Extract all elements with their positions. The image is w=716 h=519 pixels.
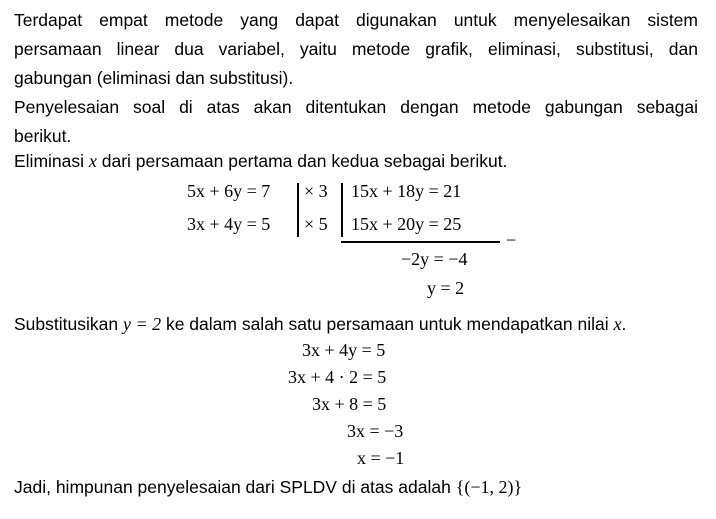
- equation-1: 5x + 6y = 7: [187, 181, 271, 201]
- difference-equation: −2y = −4: [401, 249, 468, 269]
- substitution-sentence: [14, 311, 626, 337]
- elimination-sentence: [14, 148, 507, 174]
- substitution-expr: y = 2: [122, 314, 162, 334]
- subtraction-line: [341, 241, 500, 243]
- conclusion-sentence: [14, 474, 522, 500]
- solution-set: {(−1, 2)}: [455, 477, 523, 497]
- substitution-var: x: [613, 314, 622, 334]
- substitution-end: .: [621, 314, 627, 334]
- elimination-var: x: [88, 151, 97, 171]
- multiplier-2: × 5: [304, 214, 328, 234]
- intro-line-3: gabungan (eliminasi dan substitusi).: [14, 68, 294, 88]
- multiplier-1: × 3: [304, 181, 328, 201]
- substitution-text-after: ke dalam salah satu persamaan untuk mendapatkan nilai: [161, 314, 614, 334]
- step-1: 3x + 4y = 5: [302, 340, 386, 360]
- step-2: 3x + 4 · 2 = 5: [288, 367, 387, 387]
- solution-y: y = 2: [427, 278, 465, 298]
- multiplier-bar-right: [341, 183, 343, 237]
- result-equation-1: 15x + 18y = 21: [351, 181, 462, 201]
- method-line-2: berikut.: [14, 126, 72, 146]
- step-5: x = −1: [357, 448, 405, 468]
- multiplier-bar-left: [297, 183, 299, 237]
- equation-2: 3x + 4y = 5: [187, 214, 271, 234]
- step-3: 3x + 8 = 5: [312, 394, 387, 414]
- elimination-text-after: dari persamaan pertama dan kedua sebagai berikut.: [96, 151, 508, 171]
- intro-line-2: persamaan linear dua variabel, yaitu metode grafik, eliminasi, substitusi, dan: [14, 39, 698, 59]
- step-4: 3x = −3: [347, 421, 404, 441]
- conclusion-text: Jadi, himpunan penyelesaian dari SPLDV di atas adalah: [14, 477, 456, 497]
- intro-line-1: Terdapat empat metode yang dapat digunakan untuk menyelesaikan sistem: [14, 10, 698, 30]
- substitution-text-before: Substitusikan: [14, 314, 123, 334]
- subtraction-operator: −: [506, 230, 517, 250]
- method-line-1: Penyelesaian soal di atas akan ditentukan dengan metode gabungan sebagai: [14, 97, 698, 117]
- result-equation-2: 15x + 20y = 25: [351, 214, 462, 234]
- elimination-text-before: Eliminasi: [14, 151, 89, 171]
